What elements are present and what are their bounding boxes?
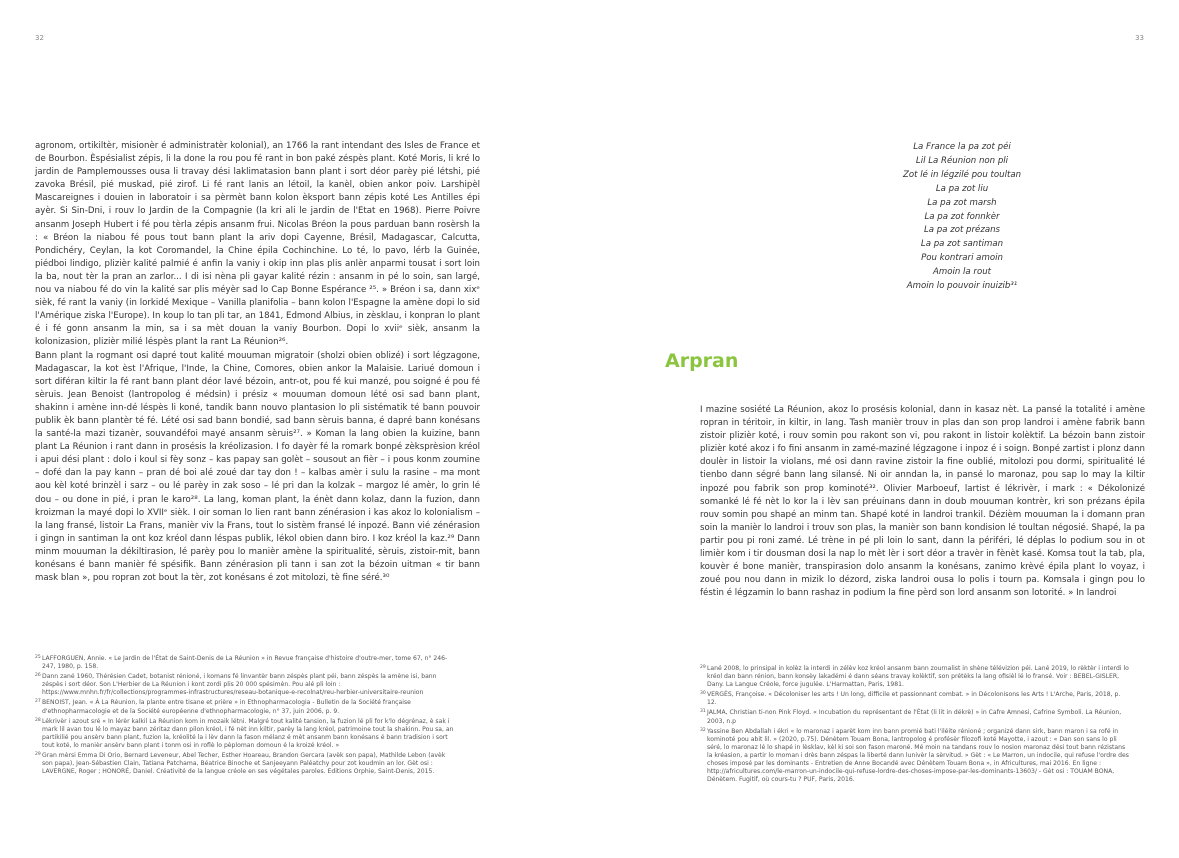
poem-line: La France la pa zot péi: [913, 142, 1011, 152]
footnote: 31 JALMA, Christian ti-non Pink Floyd. « Incubation du représentant de l'État (li lit in dékrè) » in Cafre Amnesi, Cafrine Symboli. La Réunion, 2003, n.p: [700, 709, 1122, 725]
body-text: [35, 140, 480, 585]
left-page: [0, 0, 589, 858]
poem-line: La pa zot liu: [935, 183, 989, 194]
footnote: 25 LAFFORGUEN, Annie. « Le Jardin de l'État de Saint-Denis de La Réunion » in Revue française d'histoire d'outre-mer, tome 67, n° 246-247, 1980, p. 158.: [35, 655, 448, 671]
poem-line: La pa zot marsh: [927, 197, 997, 208]
footnote: 28 Lékrivèr i azout sré « In lérèr kalkil La Réunion kom in mozaik létni. Malgré tout kalité tansion, la fuzion lé pli for k'lo dégrénaz, è sak i mark lil avan tou lé lo mayaz bann zéritaz dann pilon kréol, i fé nèt inn kiltir, parèy la lang kréol, patrimoine tout la shakinn. Pou sa, an partikilié pou ansèrv bann plant, fuzion la, kréolité la i lèv dann la fason mélanz é mèt ansanm bann konésans é bann tradision i sort tout koté, lo manièr ansèrv bann plant i tonm osi in roflè lo pèploman domoun é la kroizé kréol. »: [35, 717, 454, 749]
right-page: [590, 0, 1179, 858]
poem-line: Amoin lo pouvoir inuizib³¹: [906, 281, 1018, 292]
paragraph: Bann plant la rogmant osi dapré tout kalité mouuman migratoir (sholzi obien oblizé) i sort légzagone, Madagascar, la kot èst l'Afrique, l'Inde, la Chine, Comores, obien ankor la Malaisie. Lariué domoun i sort diféran kiltir la fé rant bann plant déor lavé bézoin, antr-ot, pou fé kui manzé, pou soigné é pou fé sèruis. Jean Benoist (lantropolog é médsin) i présiz « mouuman domoun lété osi sad bann plant, shakinn i amène inn-dé léspès li koné, tandik bann nouvo plantasion lo pli sistématik té bann pouvoir publik èk bann plantèr té fé. Lété osi sad bann bondié, sad bann sèruis banna, é dapré bann konésans la santé-la mazi tizanèr, souvandéfoi mayé ansanm sèruis²⁷. » Koman la lang obien la kuizine, bann plant La Réunion i rant dann in prosésis la kréolizasion. I fo dayèr fé la romark bonpé zèksprèsion kréol i apui dési plant : dolo i koul si fèy sonz – kas papay san golèt – sousout an fièr – i pous konm zoumine – dofé dan la pay kann – pran dé boi alé zoué dar tay don ! – kalbas amèr i sulu la rasine – ma mont aou kèl koté brinzèl i sarz – ou lé parèy in zak soso – lé pri dan la kolzak – margoz lé amèr, lo grin lé dou – ou done in pié, i pran le karo²⁸. La lang, koman plant, la énèt dann kolaz, dann la fuzion, dann kroizman la mayé dopi lo XVIIᵉ sièk. I oir soman lo lien rant bann zénérasion i kas akoz lo kolonialism – la lang fransé, listoir La Frans, manièr viv la Frans, tout lo sistèm fransé lé inpozé. Bann vié zénérasion i gingn in santiman la ont koz kréol dann léspas publik, lékol obien dann biro. I koz kréol la kaz.²⁹ Dann minm mouuman la dékiltirasion, lé parèy pou lo manièr amène la spiritualité, sèruis, zistoir-mit, bann konésans é bann manièr fé spésifik. Bann zénérasion pli tann i san zot la bézoin uitman « tir bann mask blan », pou ropran zot bout la tèr, zot konésans é zot mitolozi, tè fine séré.³⁰: [35, 350, 480, 584]
footnote: 29 Lané 2008, lo prinsipal in kolèz la interdi in zélèv koz kréol ansanm bann zournalist in shène télévizion péi. Lané 2019, lo rèktèr i interdi lo kréol dan bann rénion, bann konsèy lakadémi é dann séans travay kolèktif, son prétèks la lang ofisièl lé lo fransé. Voir : BEBEL-GISLER, Dany. La Langue Créole, force jugulée. L'Harmattan, Paris, 1981.: [700, 665, 1129, 689]
footnote: 26 Dann zané 1960, Thérésien Cadet, botanist rénioné, i komans fé linvantèr bann zéspès plant péi, bann zéspès la amène isi, bann zéspès i sort déor. Son L'Herbier de La Réunion i kont zordi plis 20 000 spésimèn. Pou alé pli loin : https://www.mnhn.fr/fr/collections/programmes-infrastructures/reseau-botanique-e-recolnat/reu-herbier-universitaire-reunion: [35, 673, 437, 697]
footnote: 29 Gran mèrsi Emma Di Orio, Bernard Leveneur, Abel Techer, Esther Hoareau, Brandon Gercara (avèk son papa), Mathilde Lebon (avèk son papa), Jean-Sébastien Clain, Tatiana Patchama, Béatrice Binoche et Sanjeeyann Paléatchy pour zot koudmin an lor. Gèt osi : LAVERGNE, Roger ; HONORÉ, Daniel. Créativité de la langue créole en ses végétales paroles. Editions Orphie, Saint-Denis, 2015.: [35, 752, 446, 776]
poem-line: La pa zot fonnkèr: [924, 211, 1000, 222]
body-text: [700, 404, 1145, 600]
footnote: 30 VERGÈS, Françoise. « Décoloniser les arts ! Un long, difficile et passionnant combat. » in Décolonisons les Arts ! L'Arche, Paris, 2018, p. 12.: [700, 691, 1121, 707]
footnote: 32 Yassine Ben Abdallah i ékri « lo maronaz i aparèt kom inn bann promié bati l'iléite rénioné ; organizé dann sirk, bann maron i sa rofé in kominoté pou abit lil. » (2020, p.75). Dénètem Touam Bona, lantropolog é profésèr filozofi koté Mayotte, i azout : « Dan son sans lo pli séré, lo maronaz lé lo shapé in lèsklav, kèl ki soi son fason maroné. Mé moin na tandans rouv lo nosion maronaz dési tout bann rézistans la kréasion, a partir lo moman i drès bann zéspas la liberté dann lunivèr la sèrvitud. » Gèt : « Le Marron, un indocile, qui refuse l'ordre des choses imposé par les dominants - Entretien de Anne Bocandé avec Dénètem Touam Bona », in Africultures, mai 2016. En ligne : http://africultures.com/le-marron-un-indocile-qui-refuse-lordre-des-choses-impose-par-les-dominants-13603/ - Gèt osi : TOUAM BONA, Dénètem. Fugitif, où cours-tu ? PUF, Paris, 2016.: [700, 727, 1129, 784]
footnote: 27 BENOIST, Jean. « À La Réunion, la plante entre tisane et prière » in Ethnopharmacologia - Bulletin de la Société française d'ethnopharmacologie et de la Société européenne d'ethnopharmacologie, n° 37, juin 2006, p. 9.: [35, 699, 411, 715]
poem-line: Zot lé in légzilé pou toultan: [902, 169, 1022, 180]
paragraph: I mazine sosiété La Réunion, akoz lo prosésis kolonial, dann in kasaz nèt. La pansé la totalité i amène ropran in téritoir, in kiltir, in lang. Tash manièr trouv in plas dan son prop landroi i amène fabrik bann zistoir plizièr koté, i rouv somin pou rakont son vi, pou rakont in listoir kolèktif. La bézoin bann zistoir plizièr koté akoz i fo fini ansanm in zamé-maziné légzagone i inpoz é i soign. Bonpé zartist i plonz dann doulèr in listoir la violans, mé osi dann ravine zistoir la fine oublié, mitolozi pou dormi, spiritualité lé tienbo dann ségré bann lang silansé. Ni oir anndan la, in pansé lo maronaz, pou sap lo may la kiltir inpozé pou fabrik son prop kominoté³². Olivier Marboeuf, lartist é lékrivèr, i mark : « Dékolonizé somanké lé fé nèt lo kor la i lèv san préuinans dann in doub mouuman kontrèr, kri son prézans épila rouv somin pou shapé an minm tan. Shapé koté in landroi trankil. Dézièm mouuman la i domann pran soin la manièr lo landroi i trouv son plas, la manièr son bann kondision lé toultan négosié. Shapé, la pa partir pou pi roni zamé. Lé trène in pé pli loin lo sant, dann la périféri, lé déplas lo podium sou in ot limièr kom i tir dousman dosi la nap lo mèt lèr i sort déor a travèr in fènèt kasé. Komsa tout la tab, pla, kouvèr é bone manièr, transpirasion dolo ansanm la konésans, zanimo krèvé épila plant lo voyaz, i zoué pou nou dann in mizik lo dézord, ziska landroi ousa lo polis i tourn pa. Komsala i gingn pou lo féstin é légzamin lo bann rashaz in podium la fine pèrd son lord ansanm son lotorité. » In landroi: [700, 405, 1145, 599]
poem-line: La pa zot santiman: [920, 239, 1004, 250]
page-number: 32: [35, 34, 44, 42]
poem: [812, 141, 1112, 294]
paragraph: agronom, ortikiltèr, misionèr é administratèr kolonial), an 1766 la rant intendant des Isles de France et de Bourbon. Èspésialist zépis, li la done la rou pou fé rant in bon paké zéspès plant. Koté Moris, li kré lo jardin de Pamplemousses ousa li travay dési laklimatasion bann plant i sort déor parèy pié létshi, pié zavoka Brésil, pié muskad, pié zirof. Li fé rant lanis an létoil, la kanèl, obien ankor poiv. Larshipèl Mascareignes i douien in laboratoir i sa pèrmèt bann kolon èksport bann zépis koté Les Antilles épi ayèr. Si Sin-Dni, i rouv lo Jardin de la Compagnie (la kri ali le jardin de l'Etat en 1968). Pierre Poivre ansanm Joseph Hubert i fé pou tèrla zépis ansanm frui. Nicolas Bréon la pous parduan bann rosèrsh la : « Bréon la niabou fé pous tout bann plant la ariv dopi Cayenne, Brésil, Madagascar, Calcutta, Pondichéry, Ceylan, la kot Coromandel, la Chine épila Cochinchine. Lo té, lo pavo, lérb la Guinée, piédboi lindigo, plizièr kalité palmié é anfin la vaniy i okip inn plas plis anlèr anparmi tousat i sort loin la ba, nout tèr la pran an zarlor... I di isi nèna pli gayar kalité rézin : ansanm in pé lo soin, san largé, nou va niabou fé do vin la kalité sar plis méyèr sad lo Cap Bonne Espérance ²⁵. » Bréon i sa, dann xixᵉ sièk, fé rant la vaniy (in lorkidé Mexique – Vanilla planifolia – bann kolon l'Espagne la amène dopi lo sid l'Amérique ziska l'Europe). In koup lo tan pli tar, an 1841, Edmond Albius, in zèsklau, i konpran lo plant é i fé gonn ansanm la min, sa i sa mèt douan la vaniy Bourbon. Dopi lo xviiᵉ sièk, ansanm la kolonizasion, plizièr milié léspès plant la rant La Réunion²⁶.: [35, 141, 480, 348]
section-heading: Arpran: [665, 350, 739, 372]
poem-line: Pou kontrari amoin: [921, 253, 1003, 264]
footnotes: [700, 665, 1130, 786]
page-number: 33: [1135, 34, 1144, 42]
poem-line: La pa zot prézans: [923, 225, 1001, 236]
poem-line: Amoin la rout: [932, 267, 992, 278]
footnotes: [35, 655, 455, 778]
poem-line: Lil La Réunion non pli: [915, 155, 1009, 166]
